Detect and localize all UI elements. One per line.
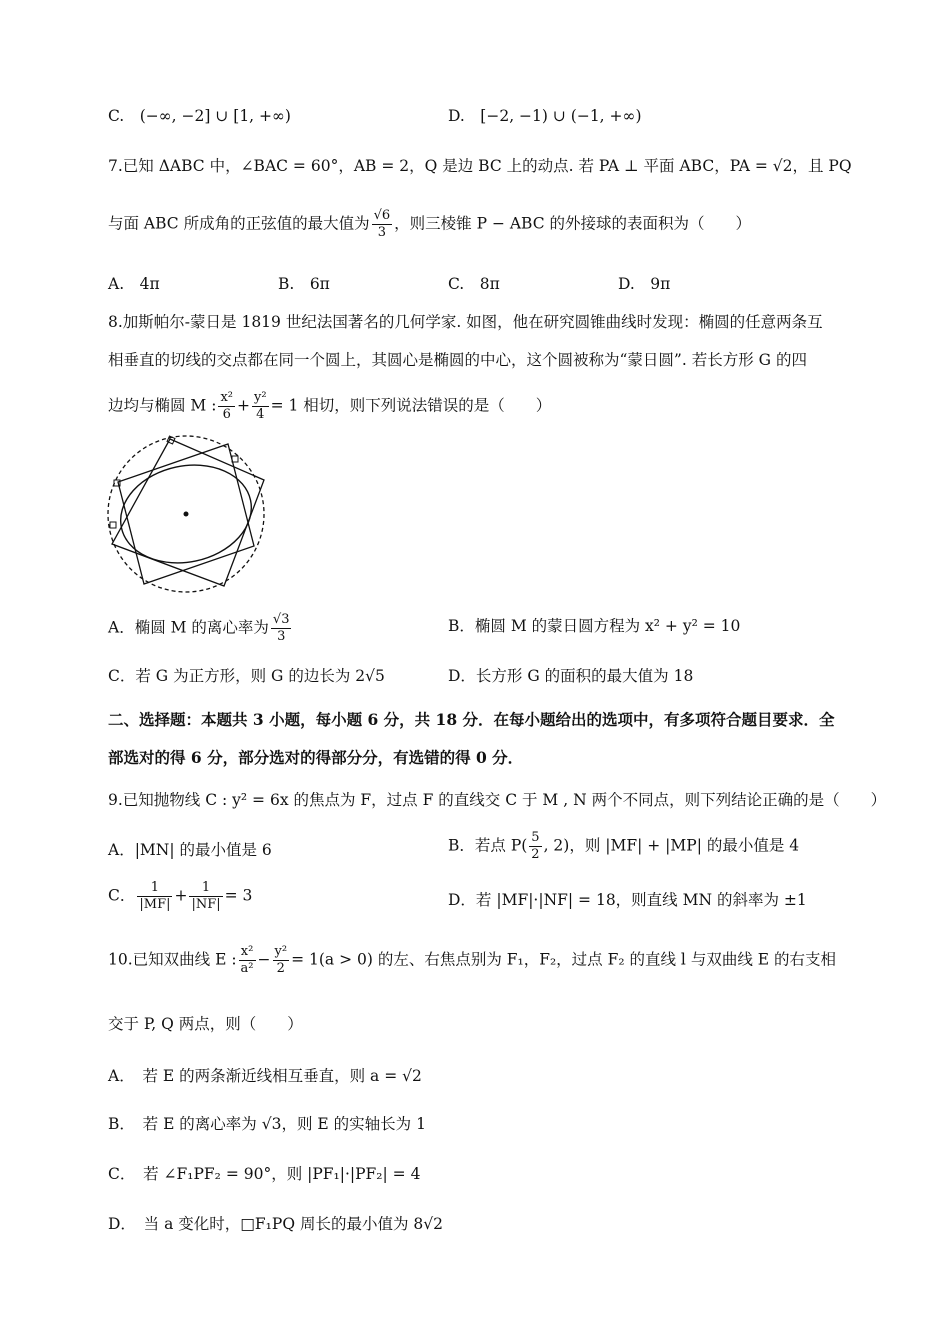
q10-option-a: A． 若 E 的两条渐近线相互垂直，则 a = √2 <box>108 1067 422 1085</box>
q8-stem-line1: 8.加斯帕尔-蒙日是 1819 世纪法国著名的几何学家. 如图，他在研究圆锥曲线时发现：椭圆的任意两条互 <box>108 313 823 331</box>
q9-option-c-post: = 3 <box>224 886 253 905</box>
q7-stem-line1: 7.已知 ΔABC 中，∠BAC = 60°，AB = 2，Q 是边 BC 上的动点. 若 PA ⊥ 平面 ABC，PA = √2，且 PQ <box>108 157 852 175</box>
right-angle-mark-bottom-left <box>110 522 116 528</box>
q8-plus: + <box>237 396 250 415</box>
q8-fraction-y-den: 4 <box>256 407 265 422</box>
q10-stem-line2: 交于 P, Q 两点，则（ ） <box>108 1015 303 1033</box>
q10-stem-line1 <box>108 944 836 977</box>
q10-fraction-x-den: a² <box>240 961 254 976</box>
q10-fraction-y <box>273 944 290 977</box>
q9-option-c-den-2: |NF| <box>191 897 221 912</box>
q10-fraction-y-num: y² <box>274 944 288 959</box>
q7-option-d: D. 9π <box>618 275 671 293</box>
q8-stem-line3-pre: 边均与椭圆 M : <box>108 396 217 415</box>
q7-stem-line2-pre: 与面 ABC 所成角的正弦值的最大值为 <box>108 214 370 233</box>
q8-option-a-pre: A．椭圆 M 的离心率为 <box>108 618 269 637</box>
q8-fraction-x <box>218 390 235 423</box>
q10-stem-line1-post: = 1(a > 0) 的左、右焦点别为 F₁，F₂，过点 F₂ 的直线 l 与双曲线 E 的右支相 <box>291 950 836 969</box>
q8-stem-line3 <box>108 390 551 423</box>
q9-option-b <box>448 830 799 863</box>
q10-option-c: C． 若 ∠F₁PF₂ = 90°，则 |PF₁|·|PF₂| = 4 <box>108 1165 421 1183</box>
q7-fraction <box>372 208 393 241</box>
q7-stem-line2-post: ，则三棱锥 P − ABC 的外接球的表面积为（ ） <box>394 214 752 233</box>
q6-option-c: C. (−∞, −2] ∪ [1, +∞) <box>108 107 291 125</box>
q8-option-a-den: 3 <box>277 629 286 644</box>
q9-option-c-fraction-1 <box>137 880 172 913</box>
q7-option-a: A. 4π <box>108 275 160 293</box>
q7-fraction-den: 3 <box>377 225 387 240</box>
q10-option-d: D． 当 a 变化时，□F₁PQ 周长的最小值为 8√2 <box>108 1215 443 1233</box>
q7-fraction-num: √6 <box>373 208 391 223</box>
q8-option-b: B．椭圆 M 的蒙日圆方程为 x² + y² = 10 <box>448 617 741 635</box>
q7-option-c: C. 8π <box>448 275 500 293</box>
q8-option-d: D．长方形 G 的面积的最大值为 18 <box>448 667 694 685</box>
q9-option-d: D．若 |MF|·|NF| = 18，则直线 MN 的斜率为 ±1 <box>448 891 807 909</box>
q8-stem-line2: 相垂直的切线的交点都在同一个圆上，其圆心是椭圆的中心，这个圆被称为“蒙日圆”. 若长方形 G 的四 <box>108 351 807 369</box>
q9-option-b-num: 5 <box>531 830 540 845</box>
monge-circle-figure <box>104 434 270 594</box>
q7-option-b: B. 6π <box>278 275 330 293</box>
q9-option-c-num-2: 1 <box>189 880 222 897</box>
q8-option-c: C．若 G 为正方形，则 G 的边长为 2√5 <box>108 667 385 685</box>
q6-option-d: D. [−2, −1) ∪ (−1, +∞) <box>448 107 642 125</box>
q8-fraction-x-den: 6 <box>222 407 231 422</box>
q9-option-b-den: 2 <box>531 847 540 862</box>
q10-minus: − <box>257 950 271 969</box>
q9-option-a: A．|MN| 的最小值是 6 <box>108 841 272 859</box>
q8-fraction-x-num: x² <box>220 390 233 405</box>
q8-option-a-num: √3 <box>272 612 290 627</box>
section-2-instructions-line1: 二、选择题：本题共 3 小题，每小题 6 分，共 18 分．在每小题给出的选项中，有多项符合题目要求．全 <box>108 710 835 729</box>
q8-fraction-y-num: y² <box>254 390 267 405</box>
q8-fraction-y <box>252 390 269 423</box>
q9-option-c-fraction-2 <box>189 880 222 913</box>
q9-option-b-post: , 2)，则 |MF| + |MP| 的最小值是 4 <box>543 836 800 855</box>
q9-stem: 9.已知抛物线 C : y² = 6x 的焦点为 F，过点 F 的直线交 C 于 M , N 两个不同点，则下列结论正确的是（ ） <box>108 791 887 809</box>
q9-option-b-pre: B．若点 P( <box>448 836 528 855</box>
q8-stem-line3-post: = 1 相切，则下列说法错误的是（ ） <box>270 396 552 415</box>
q8-option-a-fraction <box>271 612 292 645</box>
q10-fraction-x-num: x² <box>239 944 256 961</box>
q8-option-a <box>108 612 293 645</box>
q9-option-c-plus: + <box>174 886 188 905</box>
q9-option-c-num-1: 1 <box>137 880 172 897</box>
q10-fraction-y-den: 2 <box>276 961 285 976</box>
q10-stem-line1-pre: 10.已知双曲线 E : <box>108 950 237 969</box>
q10-fraction-x <box>239 944 256 977</box>
q9-option-c-pre: C． <box>108 886 136 905</box>
q7-stem-line2 <box>108 208 751 241</box>
ellipse-center-point <box>184 512 189 517</box>
section-2-instructions-line2: 部选对的得 6 分，部分选对的得部分分，有选错的得 0 分． <box>108 748 524 767</box>
q9-option-c <box>108 880 252 913</box>
q10-option-b: B． 若 E 的离心率为 √3，则 E 的实轴长为 1 <box>108 1115 426 1133</box>
q9-option-b-fraction <box>529 830 541 863</box>
q9-option-c-den-1: |MF| <box>139 897 171 912</box>
